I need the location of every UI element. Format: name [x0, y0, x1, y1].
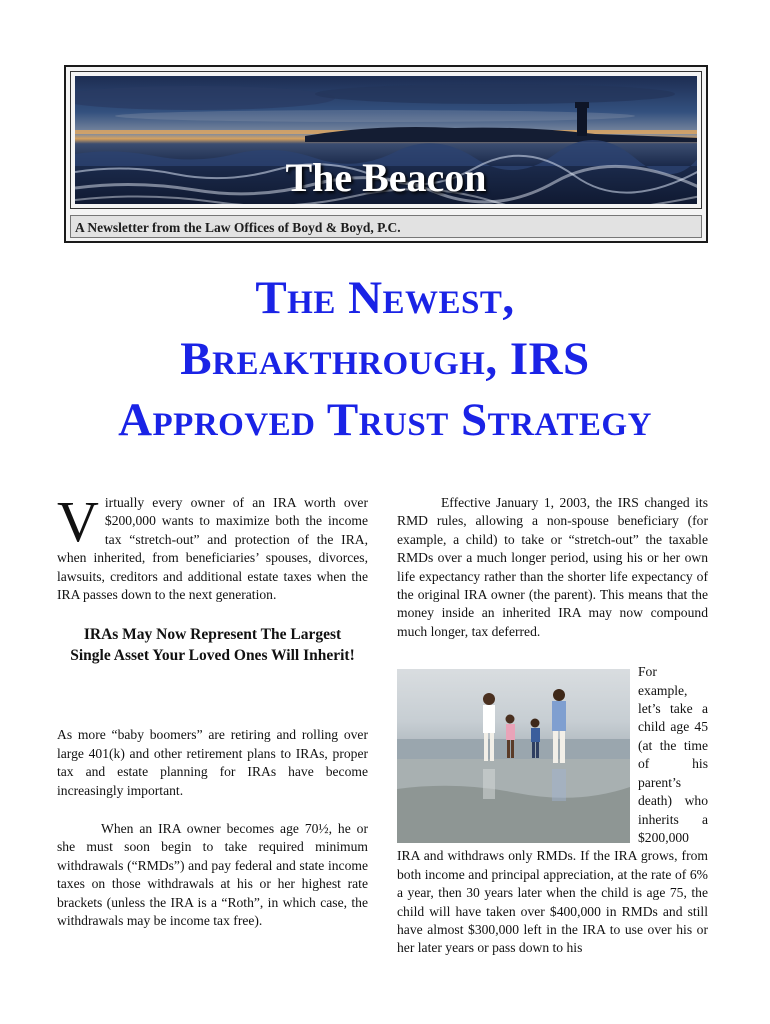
intro-paragraph	[57, 489, 368, 604]
drop-cap: V	[57, 489, 99, 554]
beach-family-graphic	[397, 669, 630, 843]
right-column	[397, 494, 708, 958]
left-column	[57, 489, 368, 931]
masthead	[64, 65, 708, 243]
article-headline	[40, 268, 730, 451]
newsletter-title: The Beacon	[285, 155, 487, 200]
intro-text: irtually every owner of an IRA worth over $200,000 wants to maximize both the income tax “stretch-out” and protection of the IRA, when inherited, from beneficiaries’ spouses, divorces, lawsuits, creditors and additional estate taxes when the IRA passes down to the next generation.	[57, 495, 368, 603]
masthead-banner	[70, 71, 702, 209]
example-paragraph: For example, let’s take a child age 45 (at the time of his parent’s death) who inherits a $200,000 IRA and withdraws only RMDs. If the IRA grows, from both income and principal appreciation, at the rate of 6% a year, then 30 years later when the child is age 75, the child will have taken over $400,000 in RMDs and still have almost $300,000 left in the IRA to use over his or her later years or pass down to his	[397, 664, 708, 956]
headline-line-1: The Newest,	[255, 272, 515, 324]
newsletter-tagline: A Newsletter from the Law Offices of Boyd & Boyd, P.C.	[70, 215, 702, 238]
headline-line-2: Breakthrough, IRS	[180, 333, 590, 385]
headline-line-3: Approved Trust Strategy	[118, 394, 652, 446]
family-beach-photo	[397, 669, 630, 843]
example-section	[397, 663, 708, 958]
effective-date-paragraph: Effective January 1, 2003, the IRS changed its RMD rules, allowing a non-spouse beneficiary (for example, a child) to take or “stretch-out” the taxable RMDs over a much longer period, using his or her own life expectancy rather than the shorter life expectancy of the original IRA owner (the parent). This means that the money inside an inherited IRA may now compound much longer, tax deferred.	[397, 495, 708, 639]
baby-boomers-paragraph: As more “baby boomers” are retiring and rolling over large 401(k) and other retirement plans to IRAs, proper tax and estate planning for IRAs have become increasingly important.	[57, 727, 368, 798]
rmd-paragraph: When an IRA owner becomes age 70½, he or she must soon begin to take required minimum withdrawals (“RMDs”) and pay federal and state income taxes on those withdrawals at his or her highest rate brackets (unless the IRA is a “Roth”, in which case, the withdrawals may be income tax free).	[57, 821, 368, 929]
section-subheading: IRAs May Now Represent The Largest Single Asset Your Loved Ones Will Inherit!	[70, 626, 355, 665]
lighthouse-seascape-image	[75, 76, 697, 204]
